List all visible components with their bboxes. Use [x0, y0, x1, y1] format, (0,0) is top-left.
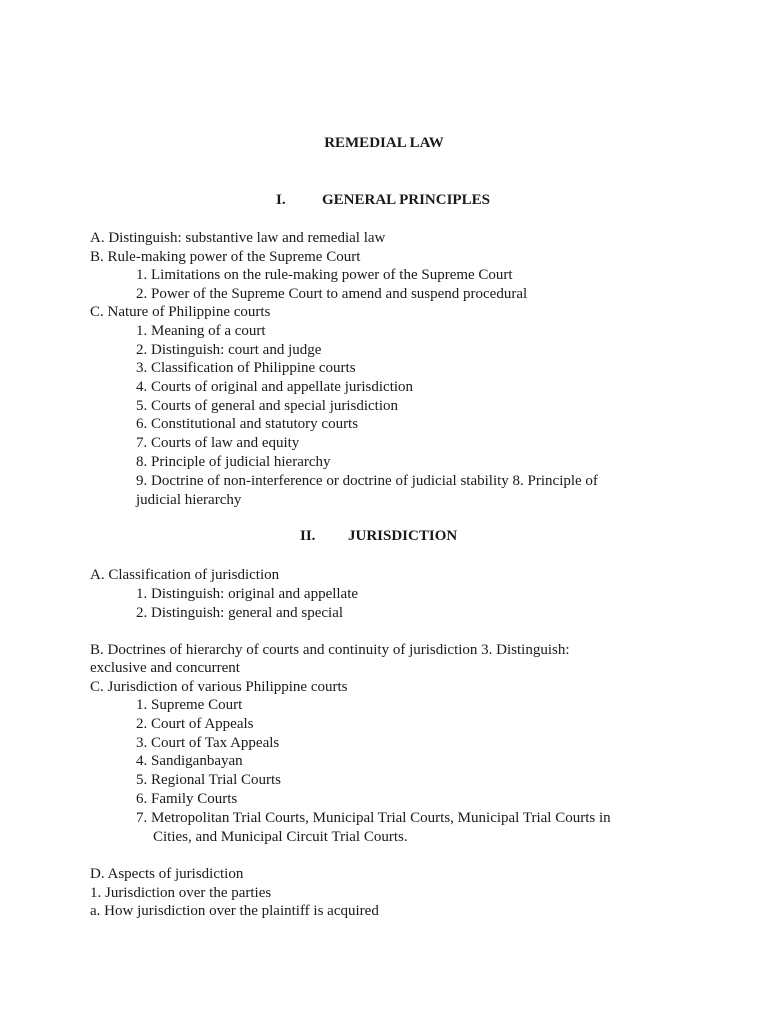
- outline-item: 6. Constitutional and statutory courts: [136, 416, 359, 432]
- outline-item: a. How jurisdiction over the plaintiff is acquired: [90, 903, 379, 919]
- outline-item: 7. Courts of law and equity: [136, 435, 300, 451]
- outline-item: 2. Court of Appeals: [136, 716, 254, 732]
- outline-item: 8. Principle of judicial hierarchy: [136, 454, 331, 470]
- outline-item: 2. Power of the Supreme Court to amend and suspend procedural: [136, 286, 528, 302]
- outline-item: B. Doctrines of hierarchy of courts and continuity of jurisdiction 3. Distinguish:: [90, 642, 570, 658]
- outline-item: 1. Meaning of a court: [136, 323, 266, 339]
- outline-item: 7. Metropolitan Trial Courts, Municipal Trial Courts, Municipal Trial Courts in: [136, 810, 611, 826]
- outline-item: 2. Distinguish: court and judge: [136, 342, 322, 358]
- section-numeral: I.: [276, 192, 286, 208]
- outline-item: A. Classification of jurisdiction: [90, 567, 280, 583]
- section-numeral: II.: [300, 528, 316, 544]
- outline-item: 5. Courts of general and special jurisdiction: [136, 398, 399, 414]
- outline-item: 6. Family Courts: [136, 791, 238, 807]
- document-title: REMEDIAL LAW: [324, 135, 444, 151]
- outline-item: 2. Distinguish: general and special: [136, 605, 344, 621]
- outline-item-continuation: judicial hierarchy: [136, 492, 242, 508]
- section-heading-1: [276, 192, 516, 210]
- outline-item: A. Distinguish: substantive law and remedial law: [90, 230, 386, 246]
- section-title: JURISDICTION: [348, 528, 458, 544]
- outline-item-continuation: exclusive and concurrent: [90, 660, 240, 676]
- outline-item: 5. Regional Trial Courts: [136, 772, 282, 788]
- outline-item: 1. Supreme Court: [136, 697, 243, 713]
- outline-item: 4. Courts of original and appellate jurisdiction: [136, 379, 414, 395]
- outline-item: 3. Court of Tax Appeals: [136, 735, 280, 751]
- outline-item: B. Rule-making power of the Supreme Court: [90, 249, 361, 265]
- outline-item: 9. Doctrine of non-interference or doctrine of judicial stability 8. Principle of: [136, 473, 598, 489]
- section-heading-2: [300, 528, 520, 546]
- section-title: GENERAL PRINCIPLES: [322, 192, 490, 208]
- outline-item: C. Nature of Philippine courts: [90, 304, 271, 320]
- outline-item: 1. Jurisdiction over the parties: [90, 885, 272, 901]
- outline-item: 1. Limitations on the rule-making power of the Supreme Court: [136, 267, 513, 283]
- outline-item: C. Jurisdiction of various Philippine courts: [90, 679, 348, 695]
- outline-item: D. Aspects of jurisdiction: [90, 866, 244, 882]
- outline-item: 3. Classification of Philippine courts: [136, 360, 356, 376]
- outline-item: 4. Sandiganbayan: [136, 753, 243, 769]
- outline-item-continuation: Cities, and Municipal Circuit Trial Courts.: [153, 829, 408, 845]
- outline-item: 1. Distinguish: original and appellate: [136, 586, 359, 602]
